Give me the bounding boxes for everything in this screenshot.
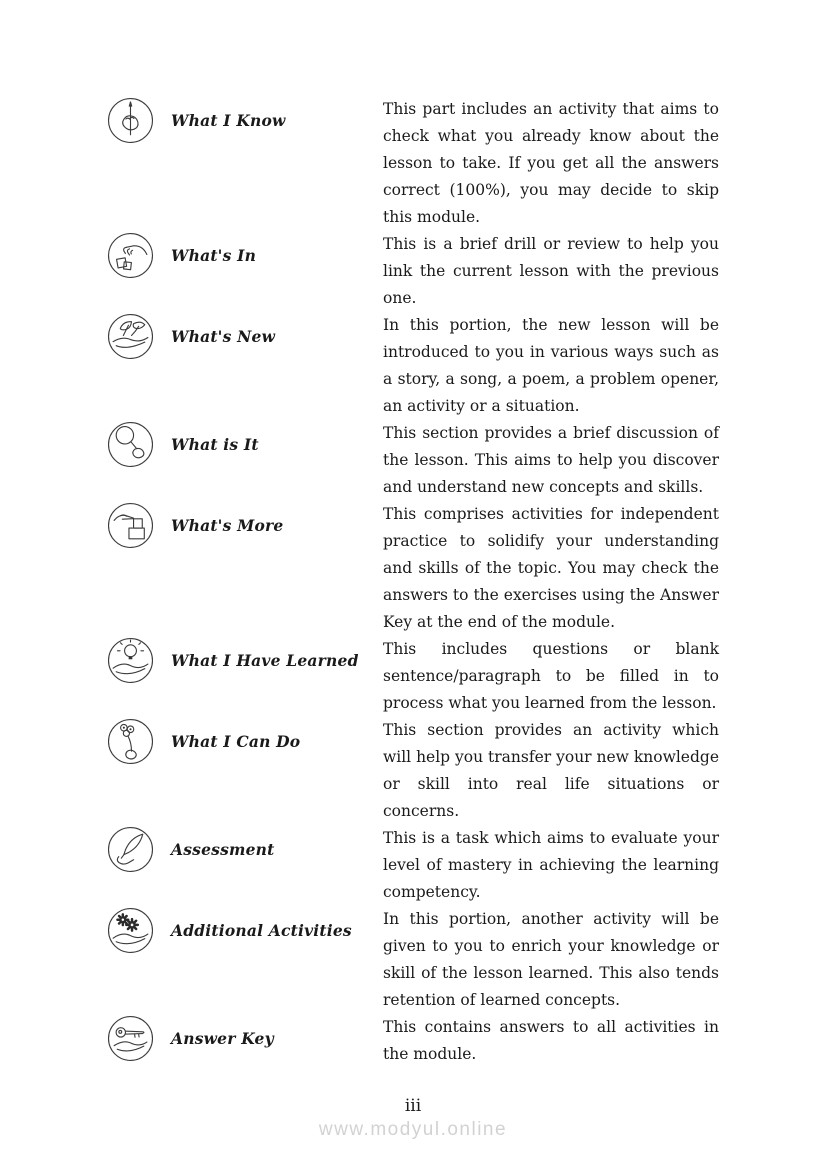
part-description: This section provides a brief discussion of the lesson. This aims to help you discover and understand new concepts and skills. — [383, 424, 719, 496]
hand-with-magnifying-glass-icon — [107, 421, 154, 468]
part-label: What's New — [171, 327, 276, 346]
section-row-what-i-have-learned — [107, 636, 719, 717]
page-number: iii — [404, 1096, 422, 1116]
section-row-what-is-it — [107, 420, 719, 501]
section-row-whats-more — [107, 501, 719, 636]
part-description: This contains answers to all activities in the module. — [383, 1018, 719, 1063]
hand-holding-pencil-icon — [107, 97, 154, 144]
gears-over-hand-icon — [107, 907, 154, 954]
lightbulb-over-hand-icon — [107, 637, 154, 684]
part-description: This includes questions or blank sentence/paragraph to be filled in to process what you learned from the lesson. — [383, 640, 719, 712]
part-description: This comprises activities for independent practice to solidify your understanding and skills of the topic. You may check the answers to the exercises using the Answer Key at the end of the module. — [383, 505, 719, 631]
part-description: This is a task which aims to evaluate your level of mastery in achieving the learning competency. — [383, 829, 719, 901]
part-description: In this portion, another activity will be given to you to enrich your knowledge or skill of the lesson learned. This also tends retention of learned concepts. — [383, 910, 719, 1009]
part-label: Answer Key — [171, 1029, 274, 1048]
hand-with-leaves-icon — [107, 313, 154, 360]
part-label: What I Have Learned — [171, 651, 359, 670]
key-over-hand-icon — [107, 1015, 154, 1062]
part-label: What's More — [171, 516, 284, 535]
hand-writing-quill-icon — [107, 826, 154, 873]
icon-legend — [107, 96, 719, 1068]
section-row-assessment — [107, 825, 719, 906]
hand-holding-flowers-icon — [107, 718, 154, 765]
part-label: What's In — [171, 246, 257, 265]
hand-touching-blocks-icon — [107, 232, 154, 279]
part-description: In this portion, the new lesson will be introduced to you in various ways such as a story, a song, a poem, a problem opener, an activity or a situation. — [383, 316, 719, 415]
section-row-whats-new — [107, 312, 719, 420]
watermark-text: www.modyul.online — [318, 1119, 508, 1140]
section-row-answer-key — [107, 1014, 719, 1068]
part-label: What is It — [171, 435, 259, 454]
part-description: This section provides an activity which will help you transfer your new knowledge or skill into real life situations or concerns. — [383, 721, 719, 820]
section-row-what-i-know — [107, 96, 719, 231]
part-description: This part includes an activity that aims to check what you already know about the lesson to take. If you get all the answers correct (100%), you may decide to skip this module. — [383, 100, 719, 226]
part-label: What I Can Do — [171, 732, 301, 751]
section-row-whats-in — [107, 231, 719, 312]
section-row-what-i-can-do — [107, 717, 719, 825]
part-label: Additional Activities — [171, 921, 352, 940]
hand-pointing-blocks-icon — [107, 502, 154, 549]
part-description: This is a brief drill or review to help you link the current lesson with the previous one. — [383, 235, 719, 307]
part-label: Assessment — [171, 840, 275, 859]
section-row-additional-activities — [107, 906, 719, 1014]
part-label: What I Know — [171, 111, 286, 130]
